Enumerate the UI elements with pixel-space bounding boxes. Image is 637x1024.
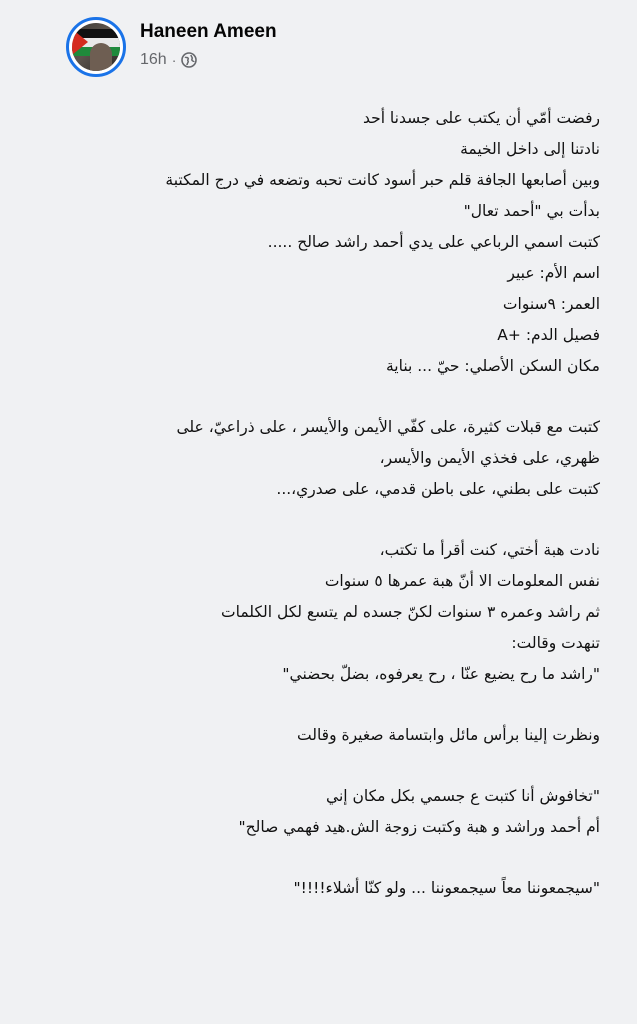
blank-line: [88, 843, 600, 873]
post-text-line: كتبت على بطني، على باطن قدمي، على صدري،...: [276, 480, 600, 498]
post-text-line: اسم الأم: عبير: [507, 264, 600, 282]
post-text-line: ظهري، على فخذي الأيمن والأيسر،: [379, 449, 600, 467]
post-text-line: ثم راشد وعمره ٣ سنوات لكنّ جسده لم يتسع لكل الكلمات: [221, 603, 600, 621]
person-silhouette: [90, 43, 112, 71]
post-text-line: وبين أصابعها الجافة قلم حبر أسود كانت تحبه وتضعه في درج المكتبة: [165, 171, 600, 189]
blank-line: [88, 690, 600, 720]
post-text-line: نادتنا إلى داخل الخيمة: [460, 140, 600, 158]
author-avatar[interactable]: [66, 17, 126, 77]
author-name[interactable]: Haneen Ameen: [140, 21, 277, 42]
post-text-line: "سيجمعوننا معاً سيجمعوننا ... ولو كنّا أشلاء!!!!": [293, 879, 600, 897]
post-meta: [140, 50, 197, 70]
avatar-photo: [72, 23, 120, 71]
post-text-line: كتبت اسمي الرباعي على يدي أحمد راشد صالح .....: [267, 233, 600, 251]
post-text-line: مكان السكن الأصلي: حيّ ... بناية: [385, 357, 600, 375]
palestine-flag-icon: [72, 29, 88, 55]
post-text-line: كتبت مع قبلات كثيرة، على كفّي الأيمن والأيسر ، على ذراعيّ، على: [176, 418, 600, 436]
post-text-line: نفس المعلومات الا أنّ هبة عمرها ٥ سنوات: [324, 572, 600, 590]
post-text-line: تنهدت وقالت:: [511, 634, 600, 652]
globe-icon[interactable]: [181, 52, 197, 68]
blank-line: [88, 382, 600, 412]
post-text-line: فصيل الدم: +A: [497, 326, 600, 344]
post-text-line: رفضت أمّي أن يكتب على جسدنا أحد: [362, 109, 600, 127]
meta-separator: ·: [171, 52, 177, 68]
blank-line: [88, 751, 600, 781]
post-text-line: ونظرت إلينا برأس مائل وابتسامة صغيرة وقالت: [297, 726, 600, 744]
post-text-line: العمر: ٩سنوات: [502, 295, 600, 313]
post-text-line: نادت هبة أختي، كنت أقرأ ما تكتب،: [379, 541, 600, 559]
post-body: [88, 103, 600, 904]
blank-line: [88, 505, 600, 535]
post-text-line: بدأت بي "أحمد تعال": [463, 202, 600, 220]
post-text-line: أم أحمد وراشد و هبة وكتبت زوجة الش.هيد فهمي صالح": [238, 818, 600, 836]
post-timestamp[interactable]: 16h: [140, 51, 167, 68]
post-text-line: "راشد ما رح يضيع عنّا ، رح يعرفوه، بضلّ بحضني": [282, 665, 600, 683]
post-text-line: "تخافوش أنا كتبت ع جسمي بكل مكان إني: [326, 787, 600, 805]
